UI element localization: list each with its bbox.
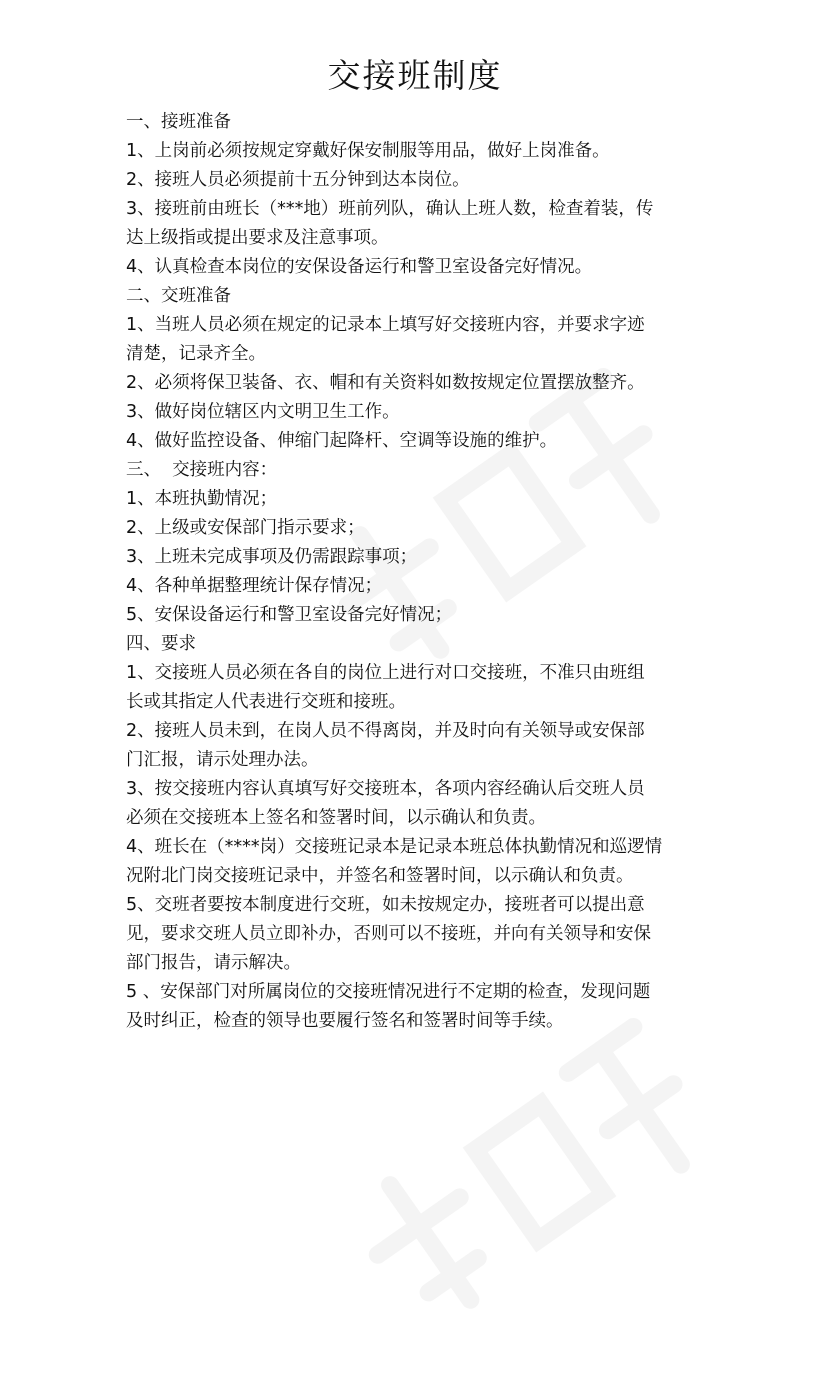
section-heading: 四、要求 — [126, 634, 196, 654]
paragraph-line: 部门报告，请示解决。 — [126, 953, 301, 973]
paragraph-line: 3、接班前由班长（***地）班前列队，确认上班人数，检查着装，传 — [126, 199, 654, 219]
page-title: 交接班制度 — [327, 56, 503, 95]
paragraph-line: 达上级指或提出要求及注意事项。 — [126, 228, 389, 248]
paragraph-line: 2、接班人员未到，在岗人员不得离岗，并及时向有关领导或安保部 — [126, 721, 645, 741]
document-body — [126, 108, 716, 1036]
paragraph-line: 门汇报，请示处理办法。 — [126, 750, 319, 770]
paragraph-line: 1、交接班人员必须在各自的岗位上进行对口交接班，不准只由班组 — [126, 663, 645, 683]
section-heading: 三、 交接班内容： — [126, 460, 278, 480]
paragraph-line: 2、接班人员必须提前十五分钟到达本岗位。 — [126, 170, 470, 190]
paragraph-line: 必须在交接班本上签名和签署时间，以示确认和负责。 — [126, 808, 546, 828]
paragraph-line: 2、必须将保卫装备、衣、帽和有关资料如数按规定位置摆放整齐。 — [126, 373, 645, 393]
paragraph-line: 3、按交接班内容认真填写好交接班本，各项内容经确认后交班人员 — [126, 779, 645, 799]
paragraph-line: 2、上级或安保部门指示要求； — [126, 518, 365, 538]
paragraph-line: 5、安保设备运行和警卫室设备完好情况； — [126, 605, 453, 625]
watermark-icon — [330, 980, 750, 1400]
paragraph-line: 及时纠正，检查的领导也要履行签名和签署时间等手续。 — [126, 1011, 564, 1031]
paragraph-line: 5、交班者要按本制度进行交班，如未按规定办，接班者可以提出意 — [126, 895, 645, 915]
paragraph-line: 4、班长在（****岗）交接班记录本是记录本班总体执勤情况和巡逻情 — [126, 837, 663, 857]
paragraph-line: 4、各种单据整理统计保存情况； — [126, 576, 383, 596]
paragraph-line: 见，要求交班人员立即补办，否则可以不接班，并向有关领导和安保 — [126, 924, 651, 944]
paragraph-line: 长或其指定人代表进行交班和接班。 — [126, 692, 406, 712]
paragraph-line: 1、上岗前必须按规定穿戴好保安制服等用品，做好上岗准备。 — [126, 141, 610, 161]
paragraph-line: 清楚，记录齐全。 — [126, 344, 266, 364]
paragraph-line: 4、做好监控设备、伸缩门起降杆、空调等设施的维护。 — [126, 431, 558, 451]
paragraph-line: 5 、安保部门对所属岗位的交接班情况进行不定期的检查，发现问题 — [126, 982, 651, 1002]
paragraph-line: 况附北门岗交接班记录中，并签名和签署时间，以示确认和负责。 — [126, 866, 634, 886]
section-heading: 一、接班准备 — [126, 112, 231, 132]
section-heading: 二、交班准备 — [126, 286, 231, 306]
paragraph-line: 1、本班执勤情况； — [126, 489, 278, 509]
paragraph-line: 1、当班人员必须在规定的记录本上填写好交接班内容，并要求字迹 — [126, 315, 645, 335]
paragraph-line: 4、认真检查本岗位的安保设备运行和警卫室设备完好情况。 — [126, 257, 593, 277]
paragraph-line: 3、上班未完成事项及仍需跟踪事项； — [126, 547, 418, 567]
paragraph-line: 3、做好岗位辖区内文明卫生工作。 — [126, 402, 400, 422]
